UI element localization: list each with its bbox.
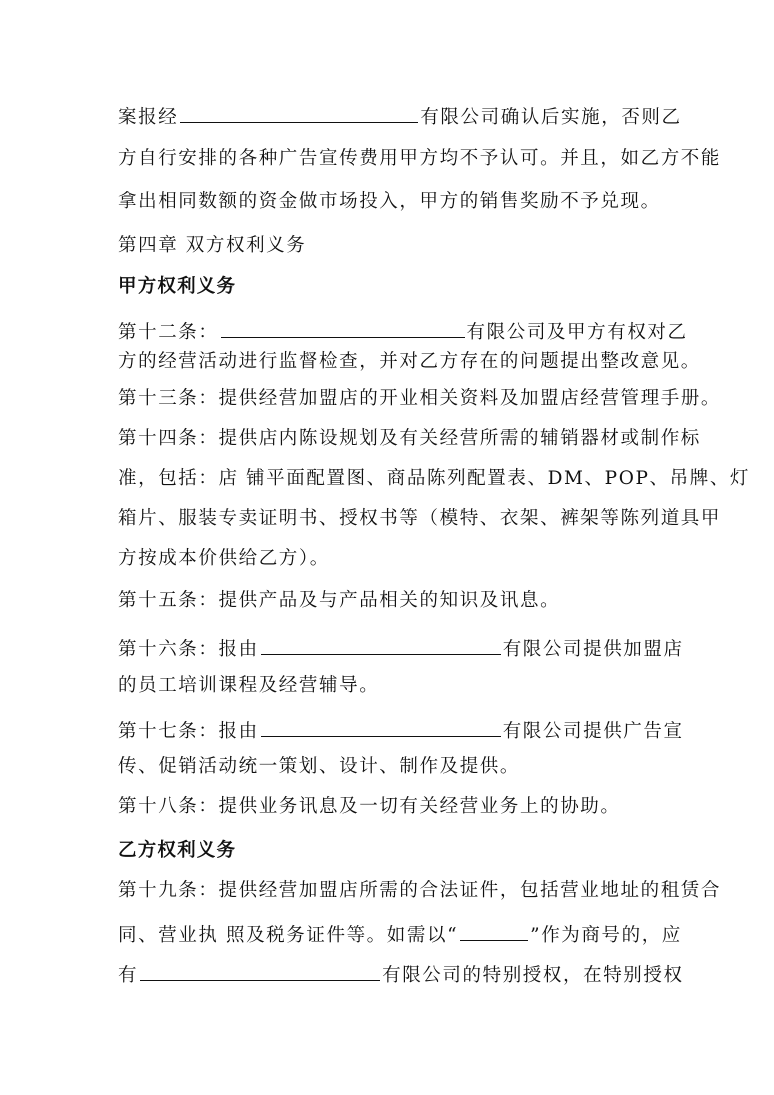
paragraph-line: 方按成本价供给乙方）。 xyxy=(118,548,330,569)
paragraph-line: 方的经营活动进行监督检查，并对乙方存在的问题提出整改意见。 xyxy=(118,351,701,372)
text-span: 第十七条：报由 xyxy=(118,721,259,742)
text-span: 有 xyxy=(118,965,139,986)
text-span: 有限公司的特别授权，在特别授权 xyxy=(382,965,684,986)
fill-in-blank[interactable] xyxy=(221,317,465,338)
section-heading-party-b: 乙方权利义务 xyxy=(118,840,237,861)
text-span: 同、营业执 照及税务证件等。如需以“ xyxy=(118,925,459,946)
paragraph-line xyxy=(118,920,682,948)
article-16-line xyxy=(118,634,684,662)
text-span: 有限公司提供加盟店 xyxy=(502,639,684,660)
article-19-line: 第十九条：提供经营加盟店所需的合法证件，包括营业地址的租赁合 xyxy=(118,880,722,901)
fill-in-blank[interactable] xyxy=(140,960,380,981)
fill-in-blank[interactable] xyxy=(261,634,501,655)
fill-in-blank[interactable] xyxy=(261,716,501,737)
paragraph-line: 的员工培训课程及经营辅导。 xyxy=(118,675,380,696)
article-14-line: 第十四条：提供店内陈设规划及有关经营所需的辅销器材或制作标 xyxy=(118,428,701,449)
text-span: 有限公司提供广告宣 xyxy=(502,721,684,742)
article-13: 第十三条：提供经营加盟店的开业相关资料及加盟店经营管理手册。 xyxy=(118,388,722,409)
article-15: 第十五条：提供产品及与产品相关的知识及讯息。 xyxy=(118,590,561,611)
fill-in-blank[interactable] xyxy=(460,920,528,941)
paragraph-line: 传、促销活动统一策划、设计、制作及提供。 xyxy=(118,756,521,777)
article-18: 第十八条：提供业务讯息及一切有关经营业务上的协助。 xyxy=(118,796,621,817)
paragraph-line: 方自行安排的各种广告宣传费用甲方均不予认可。并且，如乙方不能 xyxy=(118,148,722,169)
paragraph-line: 拿出相同数额的资金做市场投入，甲方的销售奖励不予兑现。 xyxy=(118,191,661,212)
section-heading-party-a: 甲方权利义务 xyxy=(118,276,237,297)
article-17-line xyxy=(118,716,684,744)
chapter-heading: 第四章 双方权利义务 xyxy=(118,235,307,256)
paragraph-line: 箱片、服装专卖证明书、授权书等（模特、衣架、裤架等陈列道具甲 xyxy=(118,508,722,529)
paragraph-line xyxy=(118,102,682,130)
paragraph-line xyxy=(118,960,684,988)
text-span: 有限公司确认后实施，否则乙 xyxy=(420,107,682,128)
text-span: 第十六条：报由 xyxy=(118,639,259,660)
fill-in-blank[interactable] xyxy=(180,102,418,123)
text-span: ”作为商号的，应 xyxy=(530,925,682,946)
text-span: 第十二条： xyxy=(118,322,219,343)
text-span: 案报经 xyxy=(118,107,179,128)
text-span: 有限公司及甲方有权对乙 xyxy=(466,322,688,343)
paragraph-line: 准，包括：店 铺平面配置图、商品陈列配置表、DM、POP、吊牌、灯 xyxy=(118,468,751,489)
article-12-line xyxy=(118,317,688,345)
